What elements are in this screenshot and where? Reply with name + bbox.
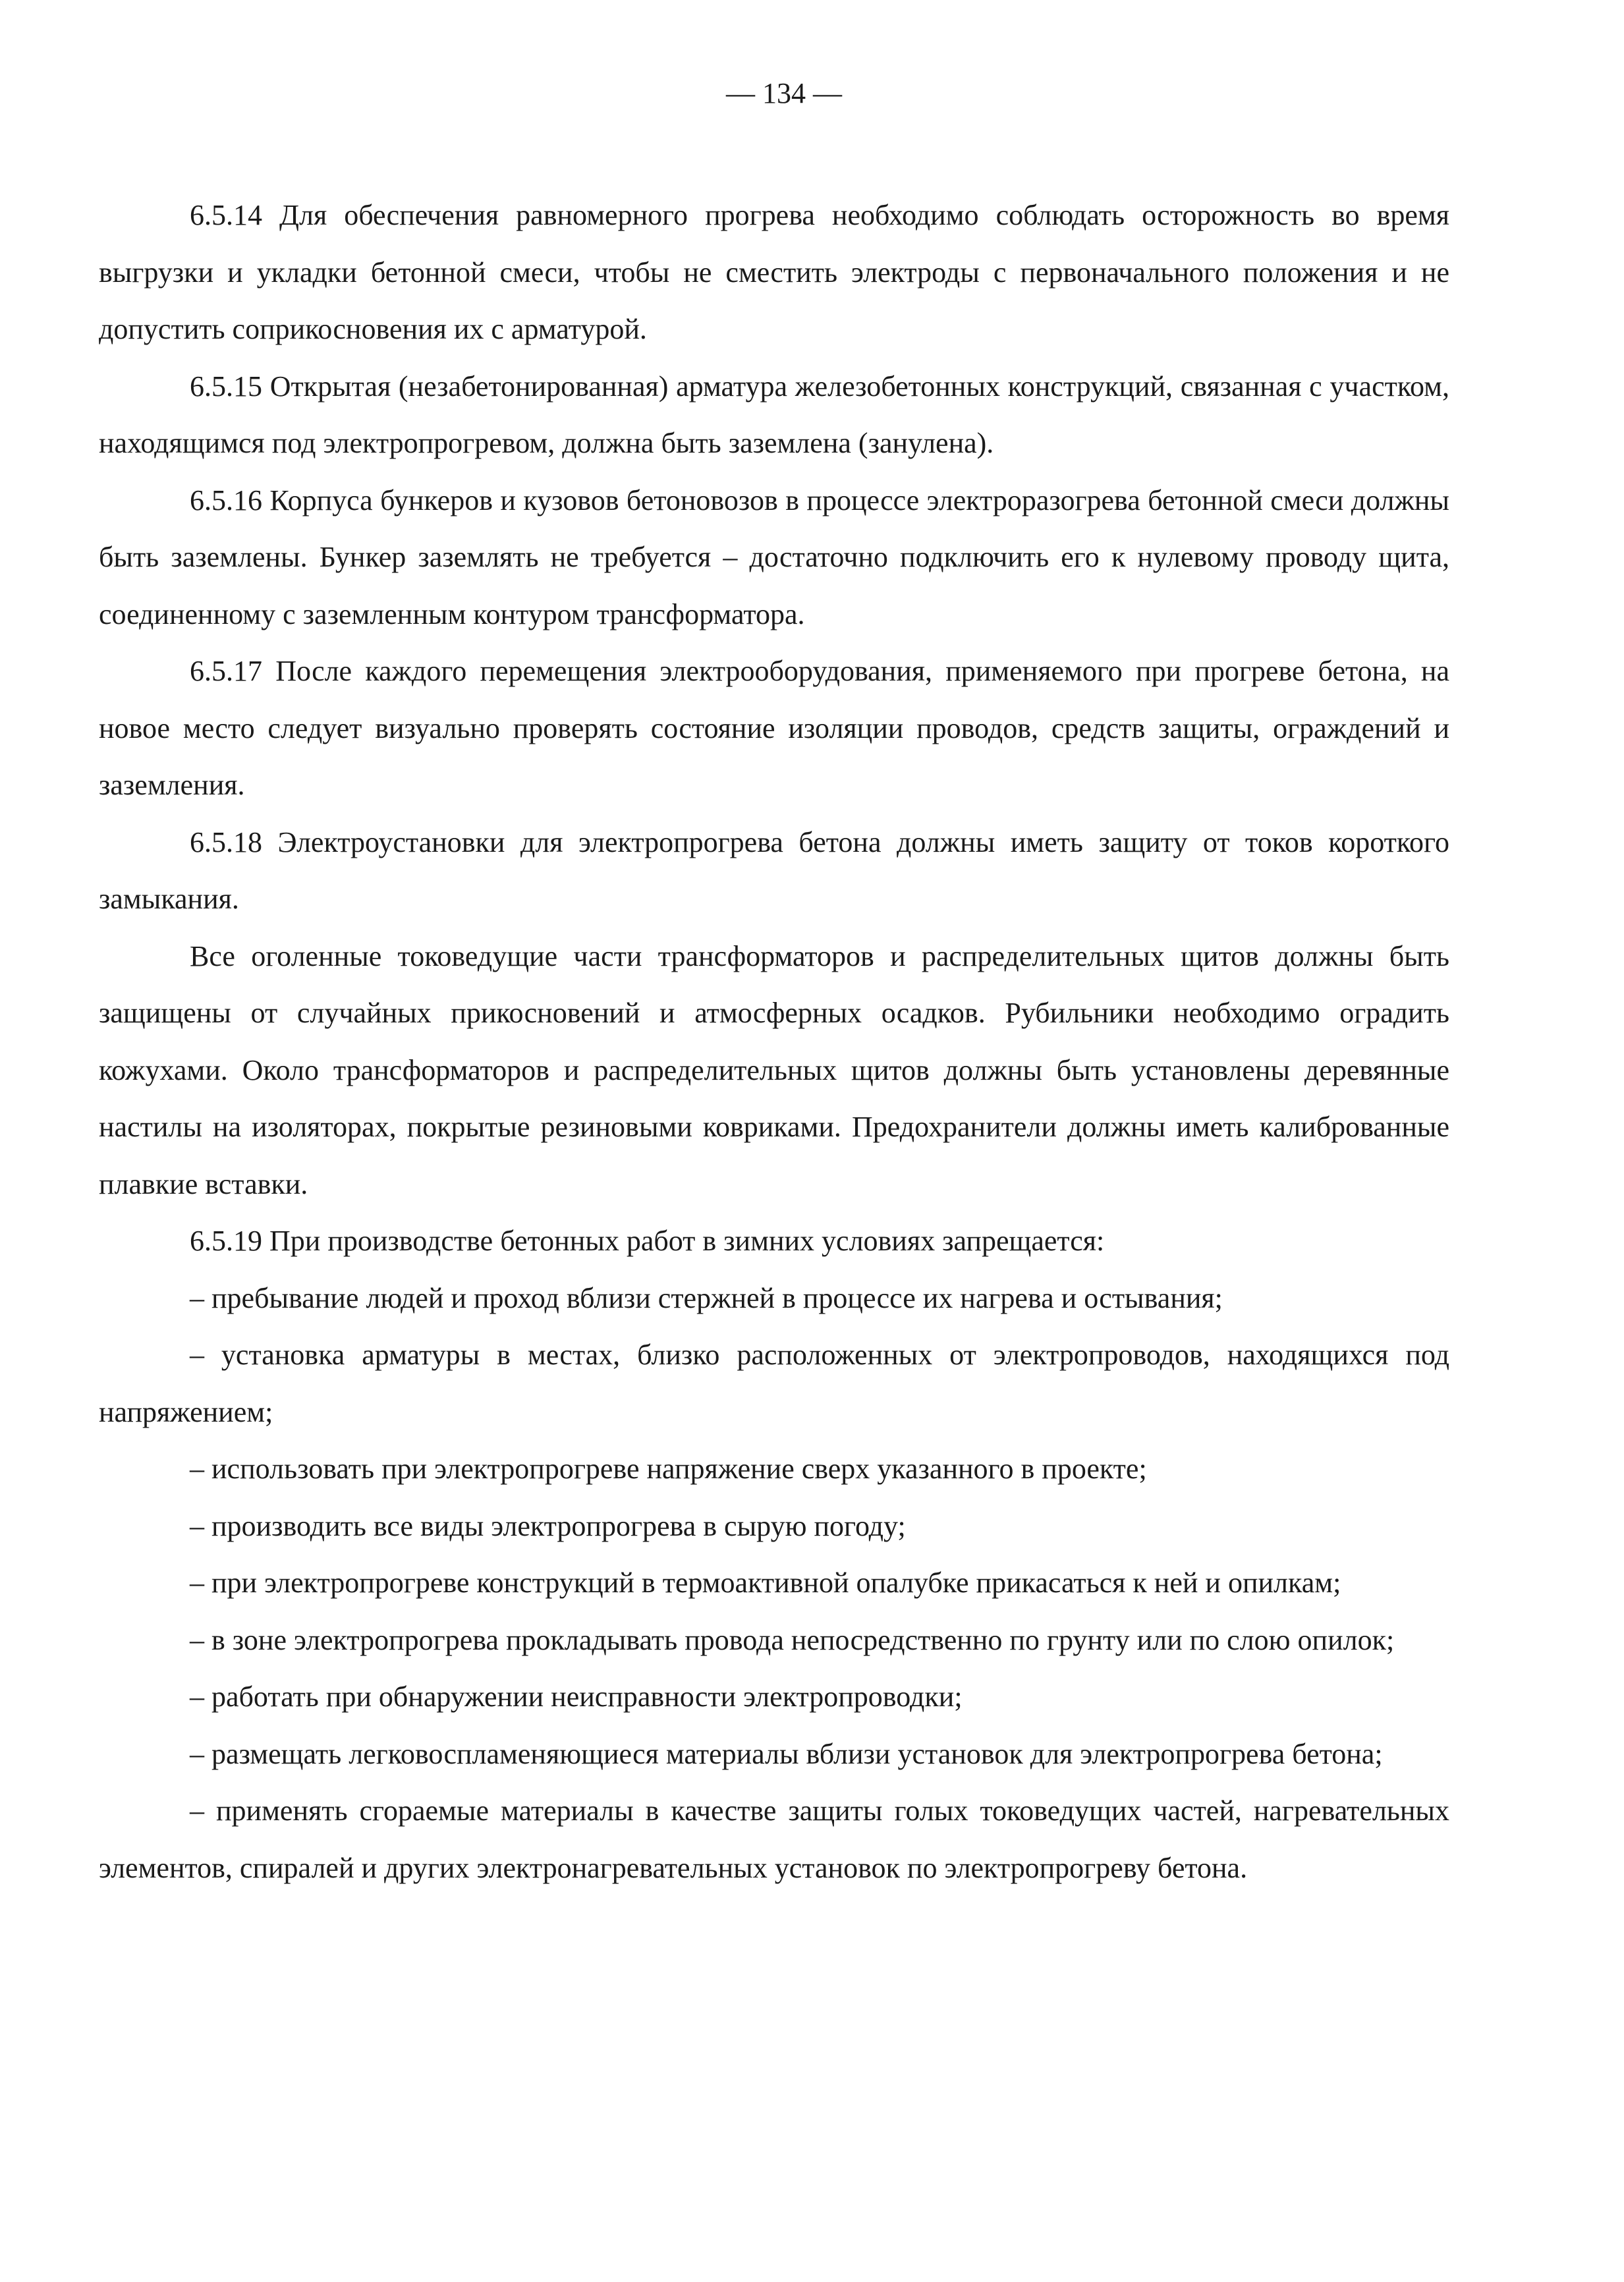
page-number: — 134 — xyxy=(726,77,842,109)
paragraph-exposed-parts: Все оголенные токоведущие части трансформаторов и распределительных щитов должны быть защищены от случайных прикосновений и атмосферных осадков. Рубильники необходимо оградить кожухами. Около трансформаторов и распределительных щитов должны быть установлены деревянные настилы на изоляторах, покрытые резиновыми ковриками. Предохранители должны иметь калиброванные плавкие вставки. xyxy=(99,939,1449,1200)
document-page xyxy=(99,79,1449,1897)
list-item: – работать при обнаружении неисправности электропроводки; xyxy=(190,1681,963,1713)
list-item: – использовать при электропрогреве напряжение сверх указанного в проекте; xyxy=(190,1453,1147,1485)
list-item: – производить все виды электропрогрева в сырую погоду; xyxy=(190,1509,906,1542)
paragraph-6-5-15: 6.5.15 Открытая (незабетонированная) арматура железобетонных конструкций, связанная с участком, находящимся под электропрогревом, должна быть заземлена (занулена). xyxy=(99,370,1449,459)
list-item: – установка арматуры в местах, близко расположенных от электропроводов, находящихся под напряжением; xyxy=(99,1339,1449,1428)
list-item: – применять сгораемые материалы в качестве защиты голых токоведущих частей, нагревательных элементов, спиралей и других электронагревательных установок по электропрогреву бетона. xyxy=(99,1795,1449,1884)
paragraph-6-5-17: 6.5.17 После каждого перемещения электрооборудования, применяемого при прогреве бетона, на новое место следует визуально проверять состояние изоляции проводов, средств защиты, ограждений и заземления. xyxy=(99,655,1449,801)
list-item: – размещать легковоспламеняющиеся материалы вблизи установок для электропрогрева бетона; xyxy=(190,1737,1383,1770)
list-item: – в зоне электропрогрева прокладывать провода непосредственно по грунту или по слою опилок; xyxy=(190,1623,1395,1656)
paragraph-6-5-18: 6.5.18 Электроустановки для электропрогрева бетона должны иметь защиту от токов короткого замыкания. xyxy=(99,825,1449,915)
paragraph-6-5-19: 6.5.19 При производстве бетонных работ в зимних условиях запрещается: xyxy=(190,1225,1105,1257)
list-item: – пребывание людей и проход вблизи стержней в процессе их нагрева и остывания; xyxy=(190,1281,1223,1314)
paragraph-6-5-14: 6.5.14 Для обеспечения равномерного прогрева необходимо соблюдать осторожность во время выгрузки и укладки бетонной смеси, чтобы не сместить электроды с первоначального положения и не допустить соприкосновения их с арматурой. xyxy=(99,199,1449,345)
paragraph-6-5-16: 6.5.16 Корпуса бункеров и кузовов бетоновозов в процессе электроразогрева бетонной смеси должны быть заземлены. Бункер заземлять не требуется – достаточно подключить его к нулевому проводу щита, соединенному с заземленным контуром трансформатора. xyxy=(99,484,1449,630)
list-item: – при электропрогреве конструкций в термоактивной опалубке прикасаться к ней и опилкам; xyxy=(190,1567,1341,1599)
